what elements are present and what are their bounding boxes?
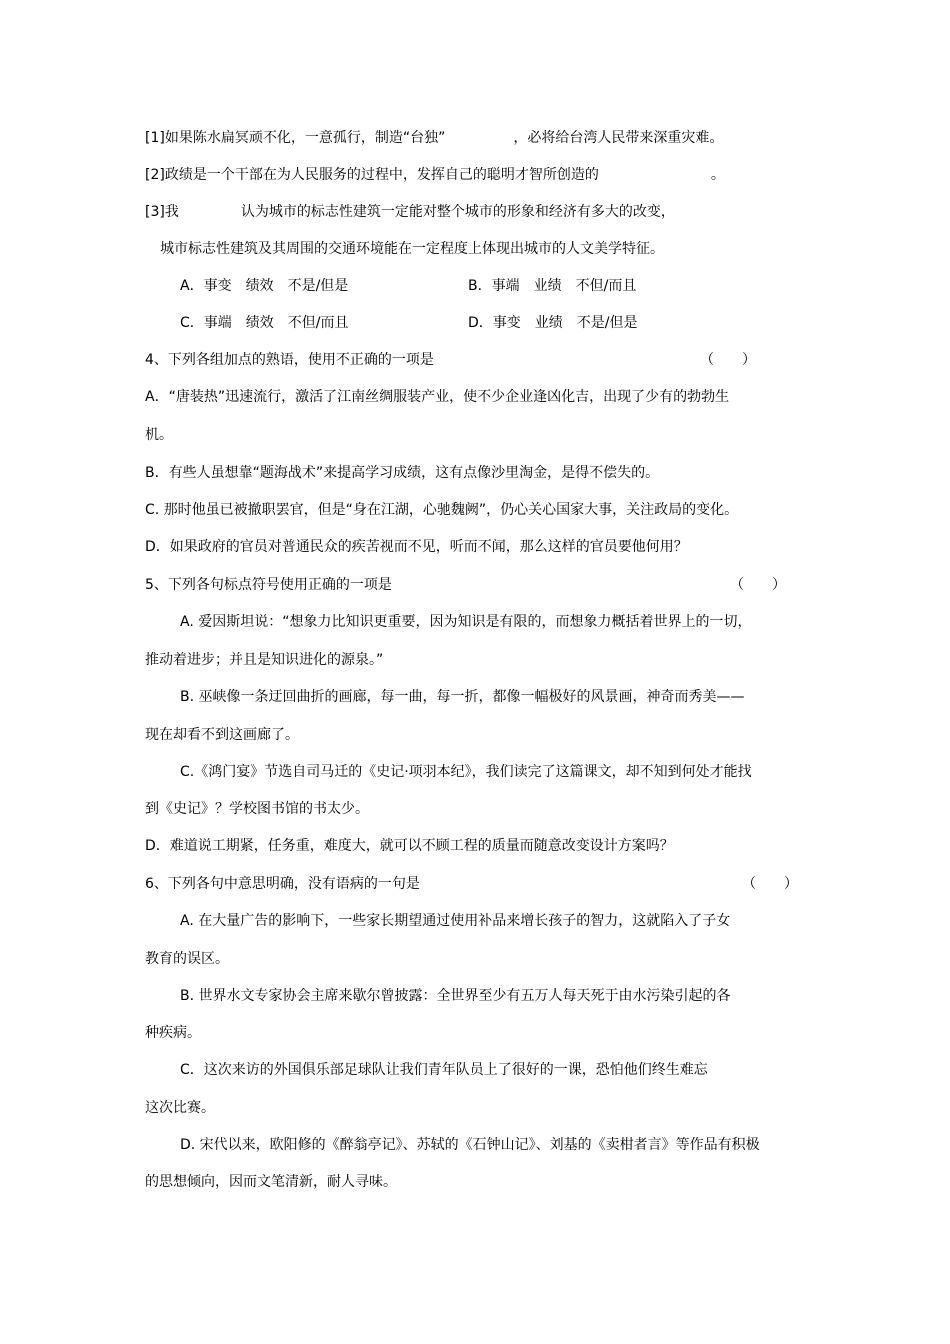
q3-option-a: A．事变 绩效 不是/但是 — [180, 278, 349, 294]
q3-option-c: C．事端 绩效 不但/而且 — [180, 315, 349, 331]
q3-sentence-3-cont: 城市标志性建筑及其周围的交通环境能在一定程度上体现出城市的人文美学特征。 — [160, 241, 664, 257]
q5-option-d: D．难道说工期紧，任务重，难度大，就可以不顾工程的质量而随意改变设计方案吗？ — [145, 838, 674, 854]
q5-option-b-line-2: 现在却看不到这画廊了。 — [145, 727, 299, 743]
q6-option-c-line-1: C．这次来访的外国俱乐部足球队让我们青年队员上了很好的一课，恐怕他们终生难忘 — [180, 1062, 708, 1078]
q6-answer-paren: （ ） — [742, 876, 798, 892]
q3-sentence-2-part-b: 。 — [710, 167, 725, 183]
q4-option-a-line-1: A．“唐装热”迅速流行，激活了江南丝绸服装产业，使不少企业逢凶化吉，出现了少有的勃勃生 — [145, 389, 730, 405]
q3-sentence-1-part-a: [1]如果陈水扁冥顽不化，一意孤行，制造“台独” — [145, 130, 446, 146]
q4-option-d: D．如果政府的官员对普通民众的疾苦视而不见，听而不闻，那么这样的官员要他何用？ — [145, 539, 688, 555]
q3-sentence-3-part-b: 认为城市的标志性建筑一定能对整个城市的形象和经济有多大的改变， — [240, 204, 675, 220]
q3-sentence-3 — [145, 202, 675, 222]
q5-option-c-line-2: 到《史记》？学校图书馆的书太少。 — [145, 801, 369, 817]
q4-option-a-line-2: 机。 — [145, 427, 173, 443]
q3-sentence-1 — [145, 128, 723, 148]
q6-option-d-line-2: 的思想倾向，因而文笔清新，耐人寻味。 — [145, 1174, 397, 1190]
q5-stem: 5、下列各句标点符号使用正确的一项是 — [145, 577, 392, 593]
q3-sentence-2 — [145, 165, 725, 185]
q4-answer-paren: （ ） — [700, 352, 756, 368]
q5-option-c-line-1: C.《鸿门宴》节选自司马迁的《史记·项羽本纪》，我们读完了这篇课文，却不知到何处才能找 — [180, 764, 752, 780]
q4-option-c: C. 那时他虽已被撤职罢官，但是“身在江湖，心驰魏阙”，仍心关心国家大事，关注政局的变化。 — [145, 502, 739, 518]
q6-option-b-line-1: B. 世界水文专家协会主席来歇尔曾披露：全世界至少有五万人每天死于由水污染引起的各 — [180, 988, 731, 1004]
q5-option-a-line-2: 推动着进步；并且是知识进化的源泉。” — [145, 652, 384, 668]
q3-sentence-3-part-a: [3]我 — [145, 204, 179, 220]
q3-sentence-2-part-a: [2]政绩是一个干部在为人民服务的过程中，发挥自己的聪明才智所创造的 — [145, 167, 599, 183]
q5-option-b-line-1: B. 巫峡像一条迂回曲折的画廊，每一曲，每一折，都像一幅极好的风景画，神奇而秀美—— — [180, 689, 745, 705]
q6-option-d-line-1: D. 宋代以来，欧阳修的《醉翁亭记》、苏轼的《石钟山记》、刘基的《卖柑者言》等作品有积极 — [180, 1137, 760, 1153]
q3-sentence-1-part-b: ，必将给台湾人民带来深重灾难。 — [513, 130, 724, 146]
q6-option-a-line-1: A. 在大量广告的影响下，一些家长期望通过使用补品来增长孩子的智力，这就陷入了子女 — [180, 913, 731, 929]
q5-option-a-line-1: A. 爱因斯坦说：“想象力比知识更重要，因为知识是有限的，而想象力概括着世界上的一切， — [180, 614, 752, 630]
q6-option-a-line-2: 教育的误区。 — [145, 951, 229, 967]
q4-stem: 4、下列各组加点的熟语，使用不正确的一项是 — [145, 352, 434, 368]
q6-stem: 6、下列各句中意思明确，没有语病的一句是 — [145, 876, 420, 892]
q6-option-b-line-2: 种疾病。 — [145, 1025, 201, 1041]
q4-option-b: B．有些人虽想靠“题海战术”来提高学习成绩，这有点像沙里淘金，是得不偿失的。 — [145, 465, 660, 481]
q6-option-c-line-2: 这次比赛。 — [145, 1100, 215, 1116]
q3-option-b: B．事端 业绩 不但/而且 — [468, 278, 637, 294]
q3-option-d: D．事变 业绩 不是/但是 — [468, 315, 638, 331]
q5-answer-paren: （ ） — [730, 577, 786, 593]
